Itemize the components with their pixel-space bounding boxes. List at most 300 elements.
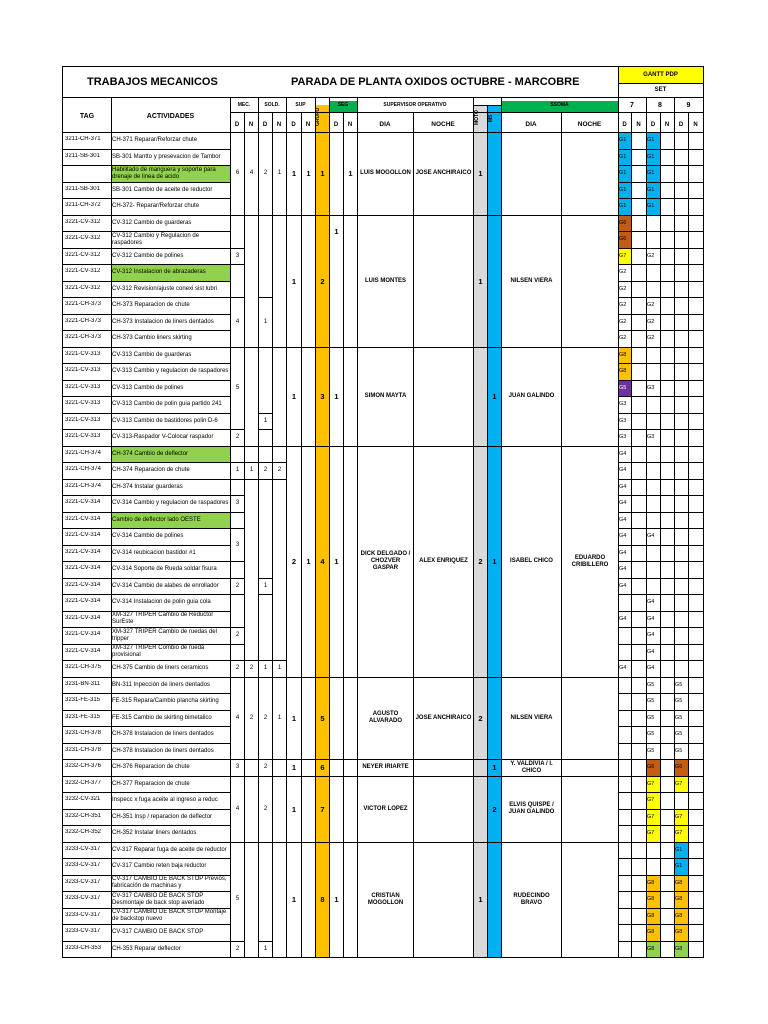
row-line [63,924,230,925]
gantt-cell: G8 [646,909,660,925]
row-line [63,545,230,546]
row-line [272,462,286,463]
activity-text: CV-317 CAMBIO DE BACK STOP Montaje de backstop nuevo [112,909,227,923]
activity-text: CV-313 Cambio de polines [112,384,184,391]
group-sup-d: 1 [291,169,297,179]
col-line [244,112,245,957]
activity-cell [112,645,230,661]
group-sol-n: 1 [277,714,282,721]
group-sup-noche: JOSE ANCHIRAICO [415,170,472,177]
activity-text: CV-313 Cambio y regulacion de raspadores [112,368,229,375]
gantt-cell: G5 [647,698,655,704]
activity-cell [112,628,230,644]
group-sup-d: 2 [291,557,297,566]
subcell-sol-d: 1 [263,417,268,424]
activity-cell [112,925,230,941]
row-line [258,347,272,348]
row-line [63,743,230,744]
subcell-mec-d: 3 [235,252,240,259]
subcell-mec-d: 3 [235,500,240,507]
activity-text: CV-314 Instalacion de polin guia cola [112,599,211,606]
row-line [258,660,272,661]
group-ss-dia: NILSEN VIERA [510,714,553,721]
seg-header: SEG [337,102,349,108]
row-line [63,941,230,942]
gantt-cell: G8 [674,892,688,908]
group-sup-dia: AGUSTO ALVARADO [368,711,403,725]
group-sol-d: 2 [263,714,268,721]
row-line [244,462,258,463]
gantt-cell: G4 [619,615,627,622]
group-ms: 1 [492,392,497,401]
gantt-cell: G5 [675,698,683,704]
group-sup-dia: NEYER IRIARTE [362,764,409,771]
activity-cell [112,199,230,215]
activity-text: Inspecc x fuga aceite al ingreso a reduc [112,797,218,804]
gantt-cell: G7 [646,826,660,842]
n-header-1: N [276,122,282,128]
group-seg-n: 1 [348,169,353,179]
gantt-cell: G5 [675,681,683,688]
gantt-cell: G1 [618,133,631,149]
row-line [63,314,230,315]
row-line [230,627,244,628]
subcell-mec-d: 3 [235,541,240,548]
d-header-0: D [234,122,240,128]
gantt-cell: G1 [646,183,660,199]
activity-cell [112,348,230,364]
activity-text: Habilitado de manguera y soporte para drenaje de linea de acido [112,166,216,180]
activity-text: CV-312 Cambio de polines [112,252,184,259]
gantt-cell: G8 [674,942,688,958]
activity-cell [112,595,230,611]
gantt-cell: G8 [674,909,688,925]
row-line [63,825,230,826]
col-line [501,97,502,957]
gantt-cell: G4 [619,483,627,490]
gantt-cell: G7 [618,249,631,265]
row-line [258,957,272,958]
row-line [63,726,230,727]
gantt-cell: G4 [647,615,655,622]
tag-cell: 3211-CH-371 [65,136,101,142]
gantt-cell: G7 [646,793,660,809]
group-sup-d: 1 [291,804,297,814]
group-grupo: 1 [320,169,325,179]
tag-cell: 3231-FE-315 [65,713,101,720]
group-ss-dia: ELVIS QUISPE / JUAN GALINDO [508,802,555,815]
activity-cell [112,942,230,958]
row-line [63,198,230,199]
tag-cell: 3231-CH-378 [65,730,102,736]
gantt-cell: G3 [647,384,655,391]
row-line [230,347,244,348]
tag-cell: 3221-CV-313 [65,433,101,439]
gantt-cell: G4 [619,549,627,556]
row-line [63,446,230,447]
n-header-4: N [636,122,641,128]
activity-cell [112,810,230,826]
n-header-2: N [305,122,311,128]
subcell-seg-d: 1 [334,227,339,236]
tag-cell: 3232-CH-377 [65,779,102,786]
row-line [63,561,230,562]
group-ss-dia: ISABEL CHICO [510,558,553,564]
subcell-sol-d: 2 [263,467,268,474]
subcell-mec-d: 4 [235,318,240,325]
gantt-cell: G1 [646,150,660,166]
activity-text: CH-374 Reparacion de chute [112,467,190,474]
activity-text: CV-314 Cambio y regulacion de raspadores [112,500,229,507]
subcell-mec-d: 2 [235,665,240,672]
group-sup-d: 1 [291,895,297,905]
activity-cell [112,546,230,562]
gantt-cell: G6 [674,760,688,776]
d-header-6: D [678,122,684,128]
sup-dia-header: DIA [379,121,391,128]
row-line [63,149,230,150]
col-line [631,112,632,957]
subcell-mec-d: 2 [235,632,240,639]
activity-cell [112,513,230,529]
activity-cell [112,463,230,479]
row-line [63,495,230,496]
group-mec-n: 4 [249,170,254,177]
group-mec-d: 5 [235,896,240,903]
activity-text: FE-315 Cambio de skirting bimetalico [112,714,212,721]
group-ss-noche: EDUARDO CRIBILLERO [571,554,609,568]
activity-cell [112,133,230,149]
gantt-cell: G8 [646,925,660,941]
gantt-cell: G8 [646,942,660,958]
activity-text: CH-377 Reparacion de chute [112,780,190,787]
gantt-cell: G6 [618,216,631,232]
col-line [688,112,689,957]
row-line [63,957,230,958]
activity-text: SB-301 Cambio de aceite de reductor [112,186,213,193]
gantt-cell: G1 [618,150,631,166]
tag-cell: 3233-CV-317 [65,895,101,901]
row-line [63,776,230,777]
tag-cell: 3221-CH-375 [65,664,102,670]
activity-text: CV-317 CAMBIO DE BACK STOP Desmontaje de back stop averiado [112,892,205,906]
row-line [63,215,230,216]
group-grupo: 6 [320,763,325,773]
tag-cell: 3221-CH-374 [65,482,102,489]
gantt-cell: G2 [619,285,627,292]
gantt-cell: G6 [646,760,660,776]
row-line [230,578,244,579]
gantt-cell: G7 [674,810,688,826]
row-line [258,941,272,942]
gantt-cell: G1 [618,199,631,215]
moto-header: MOTO [474,110,480,126]
activity-cell [112,661,230,677]
activity-text: CV-314 reubicacion bastidor #1 [112,549,196,556]
row-line [230,957,618,958]
gantt-cell: G8 [646,876,660,892]
activity-cell [112,414,230,430]
row-line [63,858,230,859]
tag-cell: 3231-BN-311 [65,680,101,687]
group-mec-n: 2 [249,714,254,721]
activity-text: CH-375 Cambio de liners ceramicos [112,665,209,672]
col-line [357,97,358,957]
activity-cell [112,397,230,413]
gantt-cell: G8 [674,876,688,892]
activity-text: Cambio de deflector lado OESTE [112,516,201,523]
activity-text: CH-353 Reparar deflector [112,945,181,952]
gantt-cell: G5 [647,681,655,688]
group-ss-dia: JUAN GALINDO [508,393,555,399]
row-line [63,264,230,265]
tag-cell: 3221-CV-313 [65,350,101,357]
row-line [63,809,230,810]
gantt-cell: G7 [646,810,660,826]
col-line [660,112,661,957]
gantt-cell: G4 [647,533,655,539]
subcell-mec-d: 1 [235,467,240,474]
tag-cell: 3232-CH-351 [65,812,102,819]
activity-text: CV-312 Revision/ajuste conexi sist lubri [112,285,218,292]
group-sup-n: 1 [306,169,311,179]
gantt-cell: G2 [619,335,627,341]
group-grupo: 5 [320,713,325,723]
col-line [561,112,562,957]
col-line [674,97,675,957]
row-line [230,561,244,562]
group-sup-dia: SIMON MAYTA [364,393,407,399]
activity-text: XM-327 TRIPER Cambio de Reductor SurEste [112,612,214,626]
tag-cell: 3221-CV-314 [65,647,101,654]
subcell-mec-d: 5 [235,384,240,391]
group-seg-d: 1 [334,557,339,566]
col-line [301,112,302,957]
gantt-cell: G4 [619,533,627,539]
activity-text: SB-301 Mantto y presevacion de Tambor [112,153,221,160]
row-line [63,891,230,892]
gantt-cell: G7 [674,777,688,793]
mec-header: MEC. [237,102,251,108]
group-sup-d: 1 [291,276,297,286]
col-line [473,97,474,957]
tag-cell: 3221-CV-312 [65,268,101,274]
row-line [230,594,244,595]
tag-cell: 3221-CV-314 [65,499,101,505]
group-sup-d: 1 [291,392,297,401]
row-line [244,677,258,678]
sup-noche-header: NOCHE [431,121,455,128]
activity-text: CV-313 Cambio de polin guia partido 241 [112,401,222,408]
col-line [272,112,273,957]
gantt-cell: G1 [646,199,660,215]
group-grupo: 4 [320,557,325,566]
row-line [63,413,230,414]
row-line [63,462,230,463]
col-line [618,67,619,957]
activity-text: CV-313 Cambio de bastidores polin D-6 [112,417,218,424]
activity-cell [112,166,230,182]
gantt-cell: G7 [646,777,660,793]
row-line [63,231,230,232]
row-line [258,462,272,463]
activity-cell [112,892,230,908]
gantt-cell: G1 [618,183,631,199]
activity-text: CV-317 CAMBIO DE BACK STOP [112,929,204,936]
col-line [343,112,344,957]
d-header-4: D [622,122,627,128]
group-moto: 2 [478,557,483,566]
subcell-sol-d: 1 [263,582,268,589]
activity-text: XM-327 TRIPER Cambio de ruedas del tripper [112,628,217,642]
activity-cell [112,744,230,760]
row-line [230,297,244,298]
activity-cell [112,826,230,842]
gantt-cell: G1 [646,133,660,149]
gantt-cell: G5 [647,747,655,754]
activity-text: CH-378 Instalacion de liners dentados [112,731,214,738]
col-line [329,97,330,957]
ss-noche-header: NOCHE [577,121,602,128]
group-ms: 1 [492,557,497,566]
tag-cell: 3221-CV-313 [65,367,101,373]
n-header-3: N [347,122,353,128]
row-line [272,479,286,480]
subcell-mec-n: 2 [249,665,254,672]
row-line [618,83,703,84]
subcell-sol-n: 1 [277,665,282,672]
activity-text: CV-317 Reparar fuga de aceite de reductor [112,846,227,853]
n-header-5: N [664,122,670,128]
tag-cell: 3211-SB-301 [65,152,100,159]
activity-text: CV-313-Raspador V-Colocar raspador [112,434,214,441]
row-line [258,413,272,414]
row-line [244,660,258,661]
day9-header: 9 [686,102,691,109]
group-grupo: 7 [320,804,325,814]
group-sup-dia: LUIS MONTES [364,277,406,284]
row-line [63,842,230,843]
group-ms: 1 [492,763,497,773]
gantt-cell: G1 [674,843,688,859]
activity-text: CV-314 Cambio de polines [112,533,184,540]
gantt-cell: G1 [618,166,631,182]
row-line [230,660,244,661]
group-sol-d: 2 [263,805,268,812]
row-line [63,429,230,430]
group-moto: 1 [478,169,483,179]
tag-cell: 3221-CV-313 [65,416,101,423]
tag-cell: 3221-CH-374 [65,466,102,472]
row-line [63,578,230,579]
col-line [258,97,259,957]
gantt-cell: G8 [618,348,631,364]
group-sup-dia: CRISTIAN MOGOLLON [367,892,404,906]
group-sup-noche: JOSE ANCHIRAICO [415,714,472,721]
gantt-cell: G5 [647,714,655,721]
sold-header: SOLD. [264,102,280,108]
d-header-3: D [333,122,339,128]
tag-cell: 3221-CV-312 [65,235,101,241]
gantt-cell: G2 [647,335,655,341]
row-line [230,462,244,463]
row-line [230,941,244,942]
row-line [63,908,230,909]
activity-cell [112,876,230,892]
activity-text: CH-371 Reparar/Reforzar chute [112,137,198,144]
group-grupo: 8 [320,895,325,905]
row-line [63,297,230,298]
ss-dia-header: DIA [525,121,537,128]
gantt-cell: G1 [674,859,688,875]
day8-header: 8 [658,102,662,109]
row-line [63,281,230,282]
tag-cell: 3231-FE-315 [65,697,101,703]
gantt-cell: G2 [619,318,627,325]
tag-cell: 3221-CV-313 [65,383,101,390]
row-line [63,627,230,628]
row-line [258,429,272,430]
data-grid [63,67,703,957]
group-grupo: 3 [320,392,325,401]
row-line [230,528,244,529]
group-sol-d: 2 [263,170,268,177]
group-mec-d: 4 [235,805,240,812]
ms-header: MS [488,114,494,122]
activity-cell [112,265,230,281]
activity-cell [112,282,230,298]
activity-cell [112,232,230,248]
group-sup-dia: LUIS MOGOLLON [360,170,411,177]
activity-cell [112,579,230,595]
tag-cell: 3233-CV-317 [65,845,101,852]
tag-cell: 3221-CV-314 [65,614,101,621]
tag-cell: 3211-SB-301 [65,185,100,192]
tag-cell: 3221-CH-373 [65,334,102,340]
row-line [63,875,230,876]
group-moto: 2 [478,713,483,723]
activity-text: CV-317 CAMBIO DE BACK STOP Previos, fabricación de machinas y [112,876,227,890]
activity-cell [112,315,230,331]
grupo-header: GRUPO [315,107,321,127]
gantt-cell: G3 [619,434,627,440]
activity-text: CH-374 Cambio de deflector [112,450,189,457]
activity-cell [112,249,230,265]
d-header-1: D [262,122,268,128]
tag-cell: 3233-CV-317 [65,928,101,934]
gantt-cell: G4 [647,648,655,655]
tag-cell: 3233-CV-317 [65,911,101,918]
gantt-cell: G7 [674,826,688,842]
row-line [63,330,230,331]
gantt-cell: G4 [619,450,627,457]
activity-cell [112,859,230,875]
tag-cell: 3233-CV-317 [65,862,101,868]
gantt-cell: G5 [647,731,655,737]
row-line [63,248,230,249]
row-line [63,479,230,480]
row-line [63,97,703,98]
gantt-cell: G4 [647,632,655,638]
group-moto: 1 [478,276,483,286]
activity-text: BN-311 Inpección de liners dentados [112,681,210,688]
activity-cell [112,711,230,727]
gantt-cell: G2 [619,302,627,308]
row-line [230,446,244,447]
day7-header: 7 [630,102,634,109]
activity-text: CV-312 Cambio de guarderas [112,219,192,226]
gantt-cell: G4 [619,582,627,589]
